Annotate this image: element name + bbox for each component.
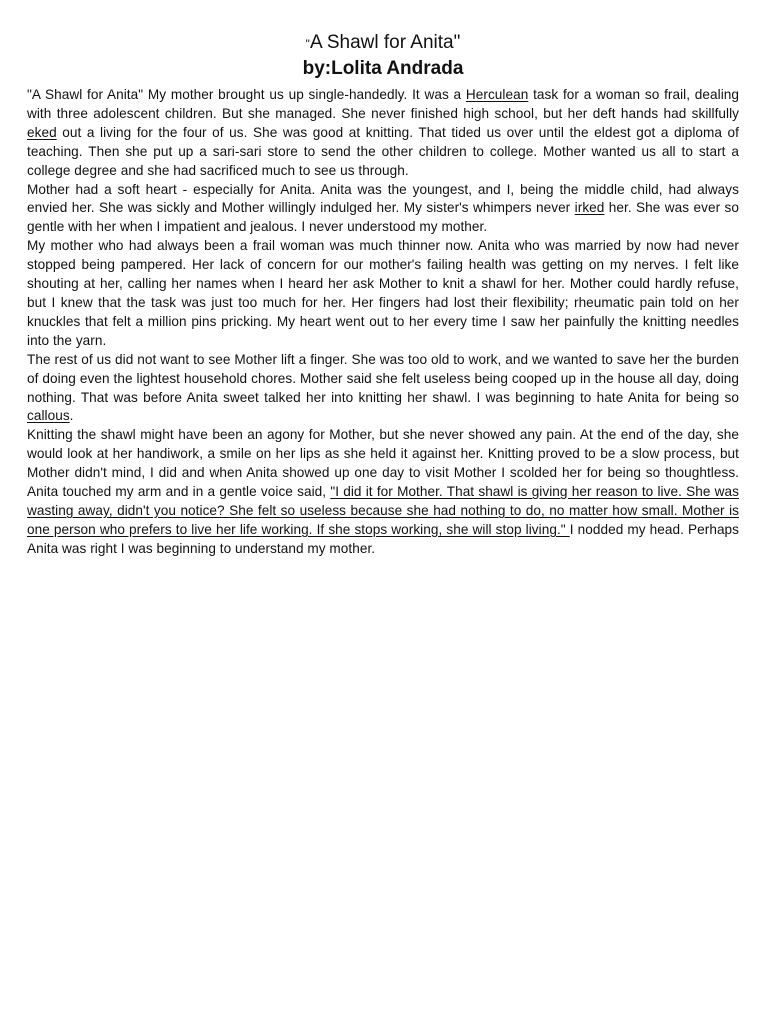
underlined-text: irked <box>574 200 605 216</box>
paragraph <box>27 86 739 181</box>
text-segment: "A Shawl for Anita" My mother brought us up single-handedly. It was a <box>27 87 466 102</box>
underlined-text: "I did it for Mother. That shawl is giving her reason to live. She was wasting away, didn't you notice? She felt so useless because she had nothing to do, no matter how small. Mother is one person who prefers to live her life working. If she stops working, she will stop living." <box>27 484 739 537</box>
paragraph <box>27 181 739 238</box>
text-segment: Knitting the shawl might have been an agony for Mother, but she never showed any pain. At the end of the day, she would look at her handiwork, a smile on her lips as she held it against her. Knitting proved to be a slow process, but Mother didn't mind, I did and when Anita showed up one day to visit Mother I scolded her for being so thoughtless. Anita touched my arm and in a gentle voice said, <box>27 427 739 500</box>
story-title <box>27 30 739 57</box>
text-segment: My mother who had always been a frail woman was much thinner now. Anita who was married by now had never stopped being pampered. Her lack of concern for our mother's failing health was getting on my nerves. I felt like shouting at her, calling her names when I heard her ask Mother to knit a shawl for her. Mother could hardly refuse, but I knew that the task was just too much for her. Her fingers had lost their flexibility; rheumatic pain told on her knuckles that felt a million pins pricking. My heart went out to her every time I saw her painfully the knitting needles into the yarn. <box>27 238 739 348</box>
story-title-text: A Shawl for Anita" <box>309 32 461 53</box>
text-segment: Mother had a soft heart - especially for Anita. Anita was the youngest, and I, being the middle child, had always envied her. She was sickly and Mother willingly indulged her. My sister's whimpers never <box>27 181 739 216</box>
text-segment: her. She was ever so gentle with her when I impatient and jealous. I never understood my mother. <box>27 200 740 235</box>
story-body <box>27 86 739 559</box>
text-segment: out a living for the four of us. She was good at knitting. That tided us over until the eldest got a diploma of teaching. Then she put up a sari-sari store to send the other children to college. Mother wanted us all to start a college degree and she had sacrificed much to see us through. <box>27 124 739 178</box>
underlined-text: Herculean <box>465 87 529 102</box>
paragraph <box>27 237 739 350</box>
underlined-text: callous <box>27 408 70 424</box>
title-block <box>27 30 739 81</box>
paragraph <box>27 351 739 427</box>
document-page <box>27 30 739 559</box>
author-byline: by:Lolita Andrada <box>302 58 464 79</box>
text-segment: task for a woman so frail, dealing with three adolescent children. But she managed. She never finished high school, but her deft hands had skillfully <box>27 87 739 121</box>
text-segment: The rest of us did not want to see Mother lift a finger. She was too old to work, and we wanted to save her the burden of doing even the lightest household chores. Mother said she felt useless being cooped up in the house all day, doing nothing. That was before Anita sweet talked her into knitting her shawl. I was beginning to hate Anita for being so <box>27 351 739 405</box>
text-segment: . <box>69 408 74 424</box>
text-segment: I nodded my head. Perhaps Anita was right I was beginning to understand my mother. <box>27 521 740 556</box>
title-open-quote: " <box>305 37 310 51</box>
underlined-text: eked <box>27 124 57 140</box>
paragraph <box>27 426 739 558</box>
